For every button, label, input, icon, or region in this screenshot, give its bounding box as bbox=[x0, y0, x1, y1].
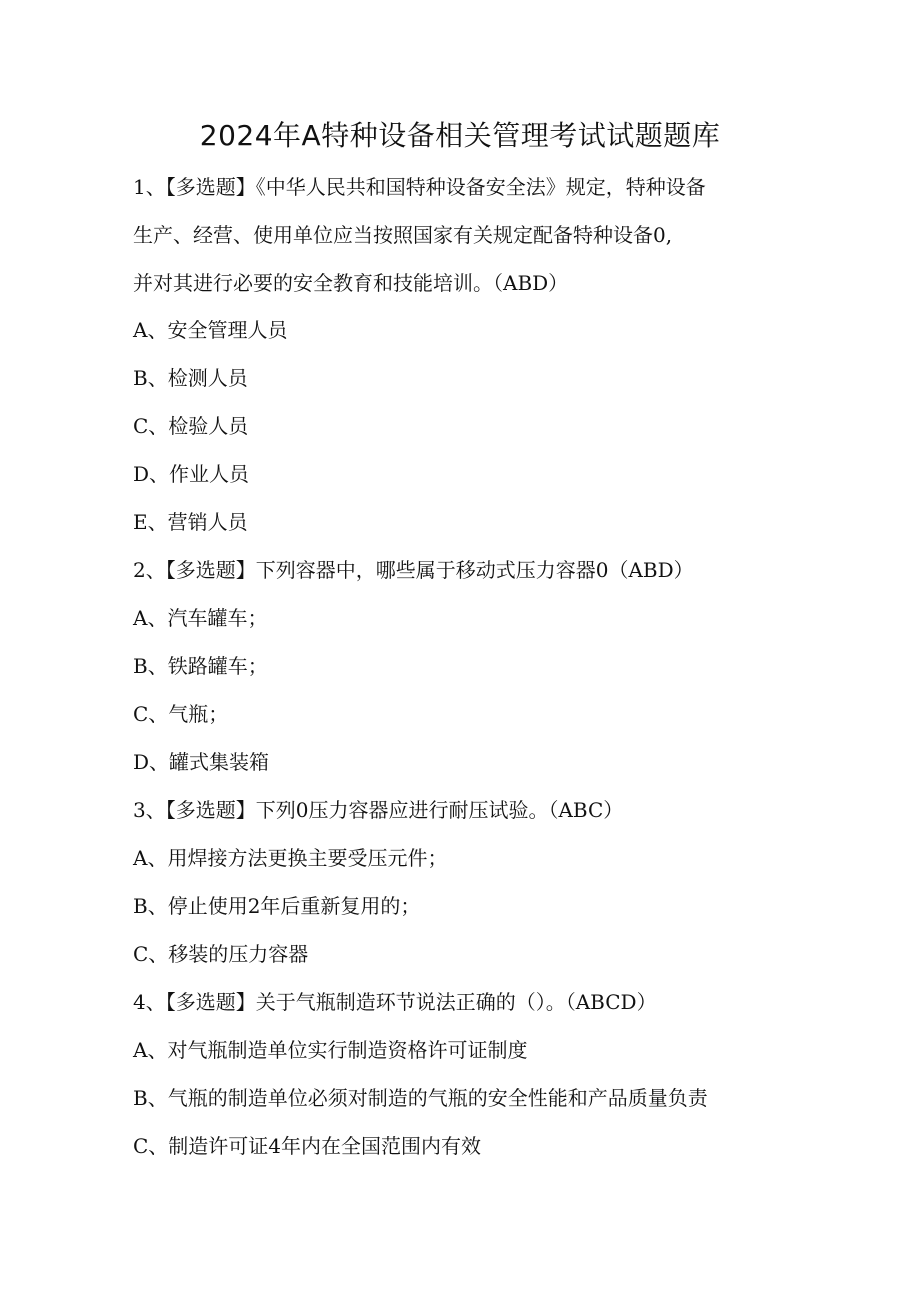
question-1-option-d: D、作业人员 bbox=[133, 462, 250, 486]
document-title: 2024年A特种设备相关管理考试试题题库 bbox=[199, 119, 721, 152]
question-1-stem-line-3: 并对其进行必要的安全教育和技能培训。（ABD） bbox=[133, 271, 569, 295]
question-2-option-d: D、罐式集装箱 bbox=[133, 750, 270, 774]
question-1-option-b: B、检测人员 bbox=[133, 366, 248, 390]
question-3-option-c: C、移装的压力容器 bbox=[133, 942, 309, 966]
question-1-option-c: C、检验人员 bbox=[133, 414, 249, 438]
question-2-option-b: B、铁路罐车； bbox=[133, 654, 268, 678]
question-3-option-a: A、用焊接方法更换主要受压元件； bbox=[133, 846, 448, 870]
question-4-option-c: C、制造许可证4年内在全国范围内有效 bbox=[133, 1134, 482, 1158]
question-2-option-c: C、气瓶； bbox=[133, 702, 229, 726]
question-2-option-a: A、汽车罐车； bbox=[133, 606, 268, 630]
question-4-option-b: B、气瓶的制造单位必须对制造的气瓶的安全性能和产品质量负责 bbox=[133, 1086, 708, 1110]
question-1-stem-line-1: 1、【多选题】《中华人民共和国特种设备安全法》规定，特种设备 bbox=[133, 175, 706, 199]
question-4-option-a: A、对气瓶制造单位实行制造资格许可证制度 bbox=[133, 1038, 528, 1062]
question-1-option-a: A、安全管理人员 bbox=[133, 318, 288, 342]
question-2-stem-line-1: 2、【多选题】下列容器中，哪些属于移动式压力容器0（ABD） bbox=[133, 558, 694, 582]
question-1-option-e: E、营销人员 bbox=[133, 510, 248, 534]
question-3-option-b: B、停止使用2年后重新复用的； bbox=[133, 894, 421, 918]
question-4-stem-line-1: 4、【多选题】关于气瓶制造环节说法正确的（）。（ABCD） bbox=[133, 990, 657, 1014]
question-1-stem-line-2: 生产、经营、使用单位应当按照国家有关规定配备特种设备0, bbox=[133, 223, 673, 247]
question-3-stem-line-1: 3、【多选题】下列0压力容器应进行耐压试验。（ABC） bbox=[133, 798, 624, 822]
